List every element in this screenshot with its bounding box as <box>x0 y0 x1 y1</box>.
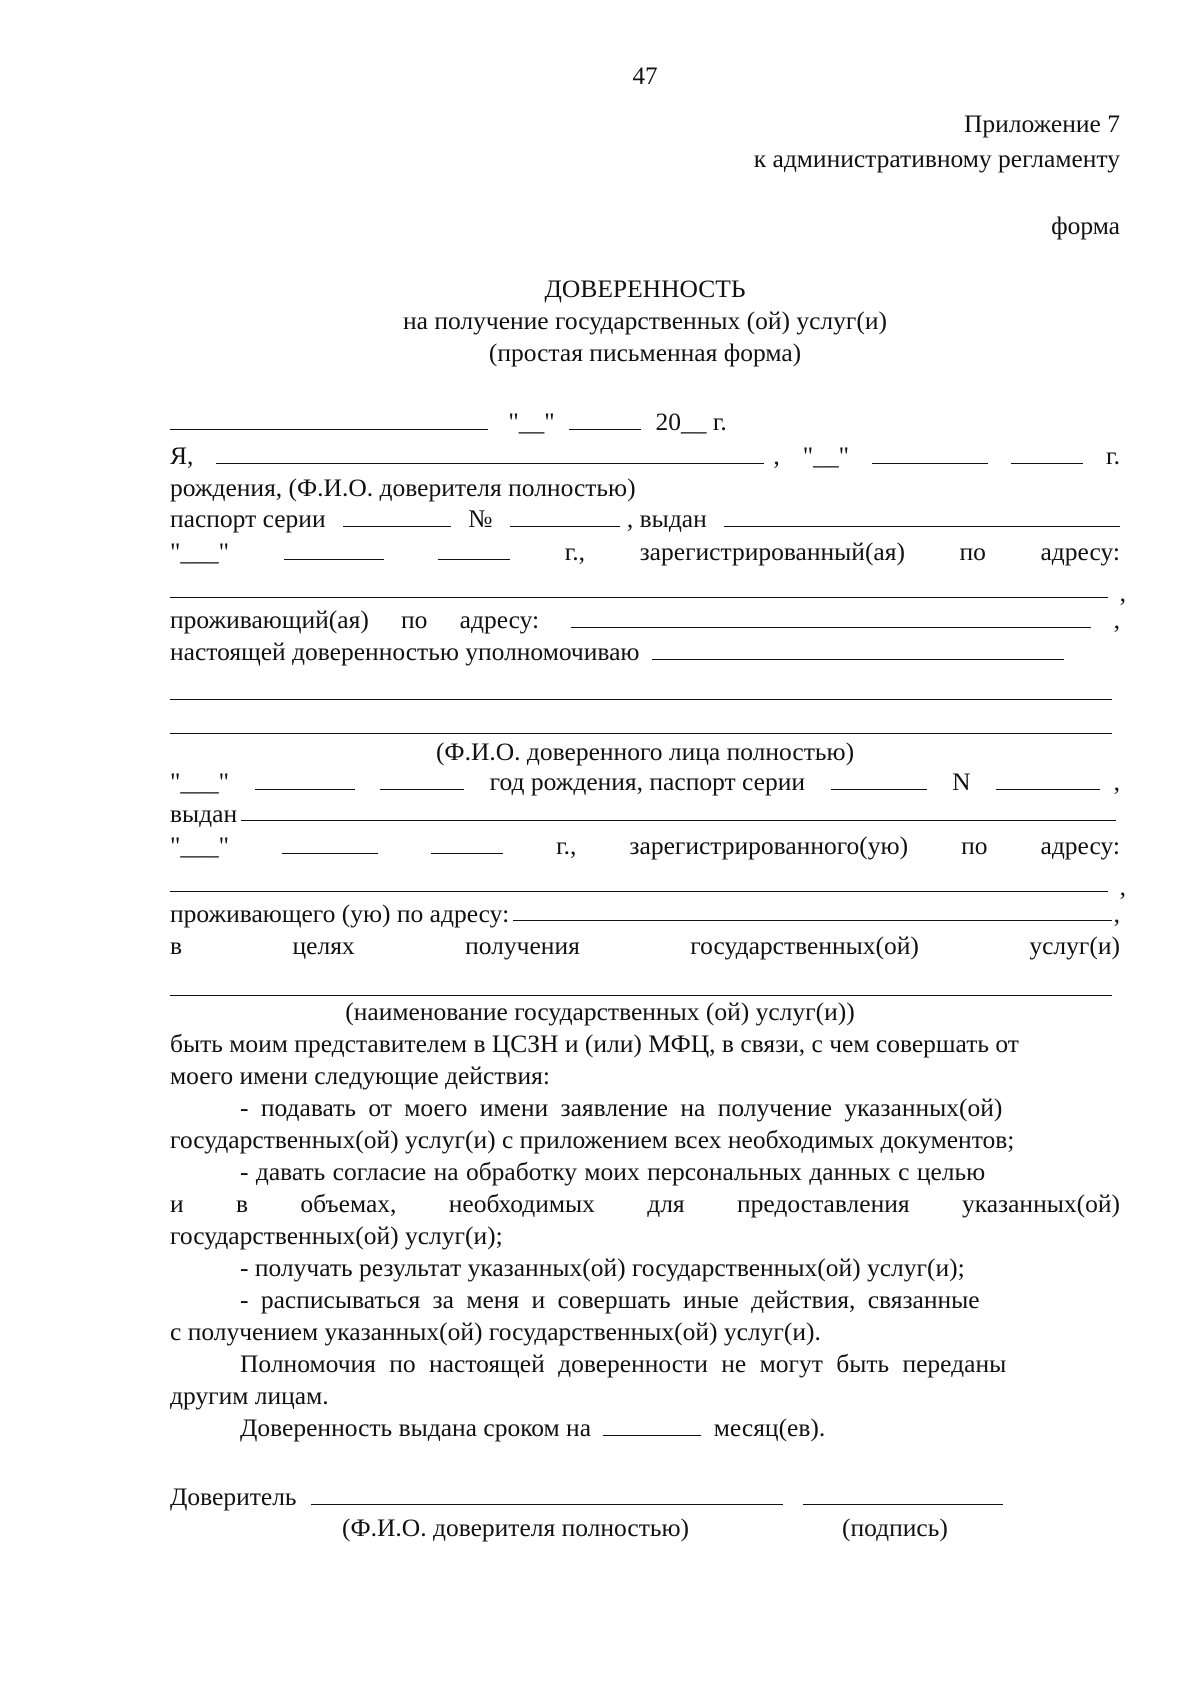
form-label: форма <box>1051 211 1120 240</box>
bullet-4-line-2: с получением указанных(ой) государственных(ой) услуг(и). <box>170 1317 821 1346</box>
year-field[interactable]: 20__ г. <box>655 407 727 436</box>
birth-day-field[interactable]: "__" <box>802 441 850 470</box>
appendix-label: Приложение 7 <box>964 109 1120 138</box>
bullet-4-line-1: - расписываться за меня и совершать иные действия, связанные <box>240 1285 980 1314</box>
principal-signature-field[interactable] <box>803 1503 1003 1505</box>
powers-line-1: Полномочия по настоящей доверенности не могут быть переданы <box>240 1349 1007 1378</box>
document-form-type: (простая письменная форма) <box>488 338 802 367</box>
term-months-field[interactable] <box>603 1434 701 1436</box>
document-title: ДОВЕРЕННОСТЬ <box>544 274 746 303</box>
signature-line: Доверитель <box>170 1481 1120 1512</box>
body-line-1: быть моим представителем в ЦСЗН и (или) МФЦ, в связи, с чем совершать от <box>170 1029 1019 1058</box>
bullet-2-line-3: государственных(ой) услуг(и); <box>170 1221 503 1250</box>
agent-fio-field[interactable] <box>652 658 1064 660</box>
agent-birth-day-field[interactable]: "___" <box>170 767 230 796</box>
agent-issue-day-field[interactable]: "___" <box>170 831 230 860</box>
place-field[interactable] <box>170 428 488 430</box>
agent-fio-field-2[interactable] <box>170 680 1112 700</box>
birth-year-field[interactable] <box>1011 462 1083 464</box>
agent-issue-year-field[interactable] <box>431 852 503 854</box>
signature-sign-note: (подпись) <box>842 1513 948 1542</box>
agent-birth-line: "___" год рождения, паспорт серии N , <box>170 767 1120 796</box>
regulation-label: к административному регламенту <box>753 144 1120 173</box>
agent-fio-field-3[interactable] <box>170 714 1112 734</box>
principal-registered-line: "___" г., зарегистрированный(ая) по адресу: <box>170 537 1120 566</box>
service-name-field[interactable] <box>170 976 1112 996</box>
principal-fio-field[interactable] <box>216 462 764 464</box>
bullet-2-line-1: - давать согласие на обработку моих персональных данных с целью <box>240 1157 986 1186</box>
bullet-1-line-1: - подавать от моего имени заявление на получение указанных(ой) <box>240 1093 1003 1122</box>
agent-reg-address-field[interactable]: , <box>170 872 1120 892</box>
agent-fio-note: (Ф.И.О. доверенного лица полностью) <box>435 737 855 766</box>
passport-series-field[interactable] <box>343 525 451 527</box>
agent-issue-month-field[interactable] <box>282 852 378 854</box>
passport-number-field[interactable] <box>510 525 620 527</box>
agent-issuer-field[interactable] <box>241 798 1116 821</box>
agent-living-address-field[interactable] <box>513 898 1111 921</box>
day-field[interactable]: "__" <box>508 407 555 436</box>
body-line-2: моего имени следующие действия: <box>170 1061 550 1090</box>
birth-month-field[interactable] <box>872 462 988 464</box>
issue-day-field[interactable]: "___" <box>170 537 230 566</box>
issue-year-field[interactable] <box>438 558 510 560</box>
powers-line-2: другим лицам. <box>170 1381 329 1410</box>
principal-passport-line: паспорт серии № , выдан <box>170 503 1120 534</box>
agent-registered-line: "___" г., зарегистрированного(ую) по адресу: <box>170 831 1120 860</box>
agent-passport-series-field[interactable] <box>831 788 927 790</box>
principal-birth-note: рождения, (Ф.И.О. доверителя полностью) <box>170 473 636 502</box>
signature-fio-note: (Ф.И.О. доверителя полностью) <box>342 1513 690 1542</box>
ya-label: Я, <box>170 441 194 470</box>
bullet-3: - получать результат указанных(ой) государственных(ой) услуг(и); <box>240 1253 965 1282</box>
page-number: 47 <box>632 63 658 90</box>
principal-name-line: Я, , "__" г. <box>170 441 1120 470</box>
principal-living-line: проживающий(ая) по адресу: , <box>170 605 1120 634</box>
date-line <box>170 406 1120 437</box>
agent-birth-year-field[interactable] <box>380 788 464 790</box>
bullet-1-line-2: государственных(ой) услуг(и) с приложением всех необходимых документов; <box>170 1125 1015 1154</box>
principal-living-address-field[interactable] <box>571 626 1091 628</box>
agent-passport-number-field[interactable] <box>996 788 1100 790</box>
authorize-line: настоящей доверенностью уполномочиваю <box>170 636 1120 667</box>
agent-birth-month-field[interactable] <box>255 788 355 790</box>
principal-reg-address-field[interactable]: , <box>170 578 1120 598</box>
principal-signature-fio-field[interactable] <box>311 1503 783 1505</box>
issue-month-field[interactable] <box>284 558 384 560</box>
bullet-2-line-2: и в объемах, необходимых для предоставления указанных(ой) <box>170 1189 1120 1218</box>
passport-issuer-field[interactable] <box>724 525 1120 527</box>
term-line: Доверенность выдана сроком на месяц(ев). <box>240 1413 826 1442</box>
month-field[interactable] <box>569 428 641 430</box>
service-name-note: (наименование государственных (ой) услуг(и)) <box>345 997 855 1026</box>
agent-living-line: проживающего (ую) по адресу: , <box>170 899 1120 928</box>
purpose-line: в целях получения государственных(ой) услуг(и) <box>170 931 1120 960</box>
document-subtitle: на получение государственных (ой) услуг(и) <box>403 306 887 335</box>
agent-issued-line: выдан <box>170 798 1120 829</box>
